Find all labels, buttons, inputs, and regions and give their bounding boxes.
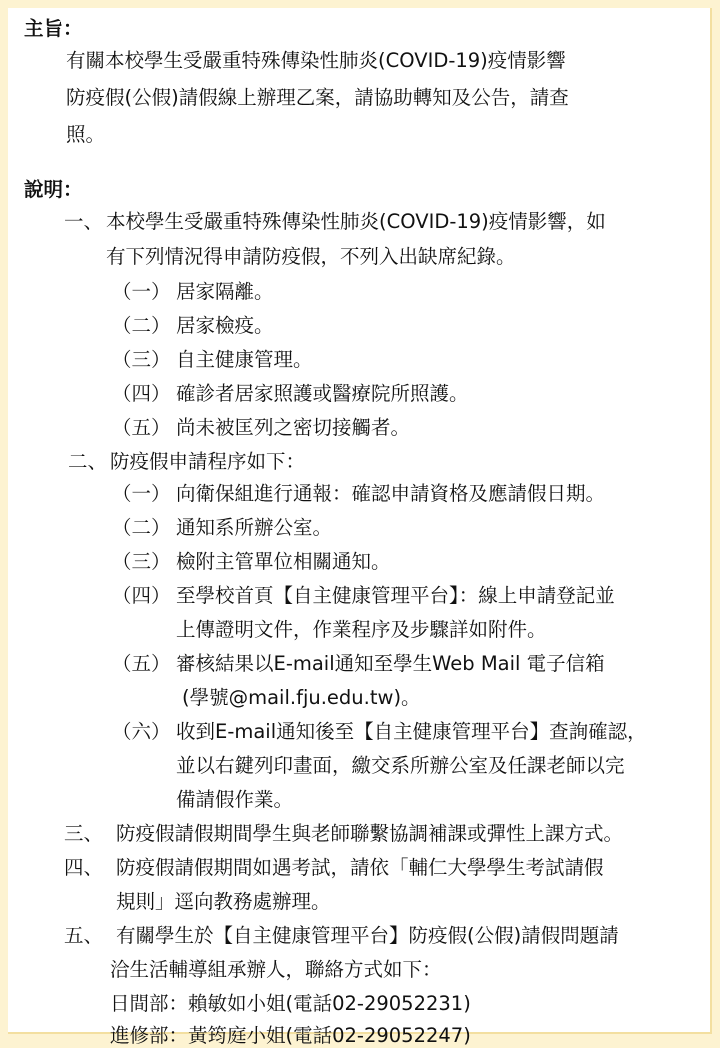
subitem-text: 居家隔離。 — [176, 280, 274, 303]
item-text: 有關學生於【自主健康管理平台】防疫假(公假)請假問題請 — [116, 924, 619, 947]
contact-evening: 進修部：黃筠庭小姐(電話02-29052247) — [110, 1024, 471, 1047]
subject-heading: 主旨： — [24, 17, 83, 40]
subitem-text: 確診者居家照護或醫療院所照護。 — [176, 382, 469, 405]
subitem-text: 尚未被匡列之密切接觸者。 — [176, 416, 411, 439]
subitem-number: （四） — [112, 382, 171, 405]
item-text: 防疫假請假期間學生與老師聯繫協調補課或彈性上課方式。 — [116, 822, 624, 845]
subitem-number: （二） — [112, 516, 171, 539]
subitem-number: （三） — [112, 550, 171, 573]
subitem-number: （二） — [112, 314, 171, 337]
subject-line: 照。 — [66, 123, 106, 146]
item-number: 三、 — [64, 822, 104, 845]
subitem-number: （一） — [112, 482, 171, 505]
subitem-text: 通知系所辦公室。 — [176, 516, 333, 539]
item-text: 規則」逕向教務處辦理。 — [116, 890, 331, 913]
item-text: 有下列情況得申請防疫假，不列入出缺席紀錄。 — [106, 245, 516, 268]
subject-line: 有關本校學生受嚴重特殊傳染性肺炎(COVID-19)疫情影響 — [66, 49, 566, 72]
item-number: 五、 — [64, 924, 104, 947]
subitem-text: 居家檢疫。 — [176, 314, 274, 337]
subitem-text: 向衛保組進行通報：確認申請資格及應請假日期。 — [176, 482, 606, 505]
subitem-text: 至學校首頁【自主健康管理平台】：線上申請登記並 — [176, 584, 615, 607]
subitem-text: 備請假作業。 — [176, 788, 294, 811]
subitem-number: （五） — [112, 652, 171, 675]
subitem-text: 檢附主管單位相關通知。 — [176, 550, 391, 573]
item-number: 一、 — [64, 210, 104, 233]
item-text: 防疫假申請程序如下： — [110, 450, 306, 473]
item-text: 本校學生受嚴重特殊傳染性肺炎(COVID-19)疫情影響，如 — [106, 210, 606, 233]
subitem-text: 上傳證明文件，作業程序及步驟詳如附件。 — [176, 618, 547, 641]
subitem-number: （六） — [112, 720, 171, 743]
subitem-text: 審核結果以E-mail通知至學生Web Mail 電子信箱 — [176, 652, 605, 675]
item-text: 防疫假請假期間如遇考試，請依「輔仁大學學生考試請假 — [116, 856, 604, 879]
subitem-text: 收到E-mail通知後至【自主健康管理平台】查詢確認， — [176, 720, 647, 743]
explanation-heading: 說明： — [24, 178, 83, 201]
document-page — [8, 8, 712, 1047]
item-number: 四、 — [64, 856, 104, 879]
subitem-number: （四） — [112, 584, 171, 607]
subject-line: 防疫假(公假)請假線上辦理乙案，請協助轉知及公告，請查 — [66, 86, 569, 109]
subitem-text: 並以右鍵列印畫面，繳交系所辦公室及任課老師以完 — [176, 754, 625, 777]
subitem-number: （五） — [112, 416, 171, 439]
item-text: 洽生活輔導組承辦人，聯絡方式如下： — [110, 958, 442, 981]
subitem-text: (學號@mail.fju.edu.tw)。 — [182, 686, 421, 709]
subitem-number: （三） — [112, 348, 171, 371]
contact-day: 日間部：賴敏如小姐(電話02-29052231) — [110, 992, 471, 1015]
subitem-number: （一） — [112, 280, 171, 303]
item-number: 二、 — [68, 450, 108, 473]
subitem-text: 自主健康管理。 — [176, 348, 313, 371]
